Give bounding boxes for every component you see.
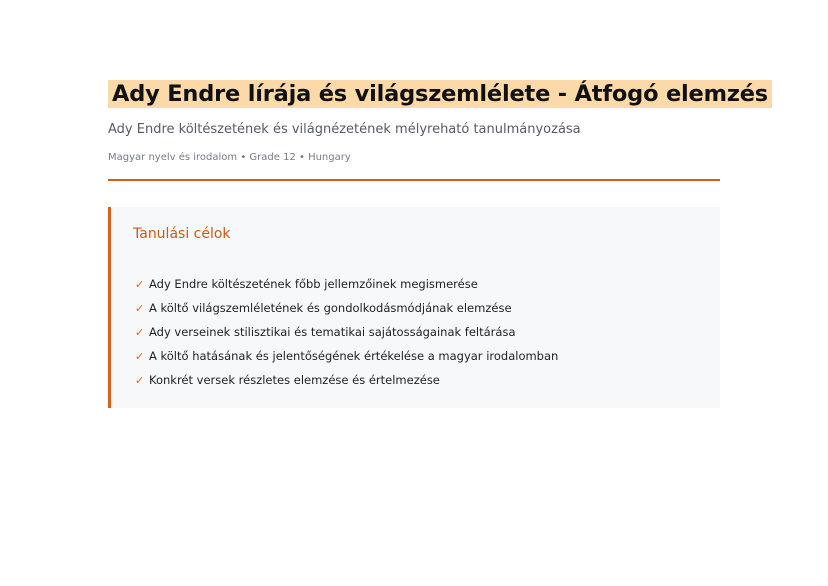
learning-objectives-list xyxy=(135,274,558,394)
check-icon: ✓ xyxy=(135,374,145,387)
course-meta: Magyar nyelv és irodalom • Grade 12 • Hungary xyxy=(108,152,351,163)
learning-objectives-panel xyxy=(108,207,720,408)
list-item-text: Konkrét versek részletes elemzése és értelmezése xyxy=(149,373,440,387)
list-item-text: Ady verseinek stilisztikai és tematikai sajátosságainak feltárása xyxy=(149,325,516,339)
header-divider xyxy=(108,179,720,181)
list-item-text: A költő hatásának és jelentőségének értékelése a magyar irodalomban xyxy=(149,349,559,363)
list-item xyxy=(135,346,558,370)
list-item xyxy=(135,274,558,298)
check-icon: ✓ xyxy=(135,350,145,363)
check-icon: ✓ xyxy=(135,302,145,315)
list-item xyxy=(135,298,558,322)
page-subtitle: Ady Endre költészetének és világnézetének mélyreható tanulmányozása xyxy=(108,122,581,137)
learning-objectives-title: Tanulási célok xyxy=(133,226,231,242)
list-item-text: Ady Endre költészetének főbb jellemzőinek megismerése xyxy=(149,277,478,291)
list-item-text: A költő világszemléletének és gondolkodásmódjának elemzése xyxy=(149,301,512,315)
check-icon: ✓ xyxy=(135,278,145,291)
list-item xyxy=(135,322,558,346)
page-title: Ady Endre lírája és világszemlélete - Átfogó elemzés xyxy=(108,80,772,108)
list-item xyxy=(135,370,558,394)
check-icon: ✓ xyxy=(135,326,145,339)
document-header xyxy=(108,80,768,165)
